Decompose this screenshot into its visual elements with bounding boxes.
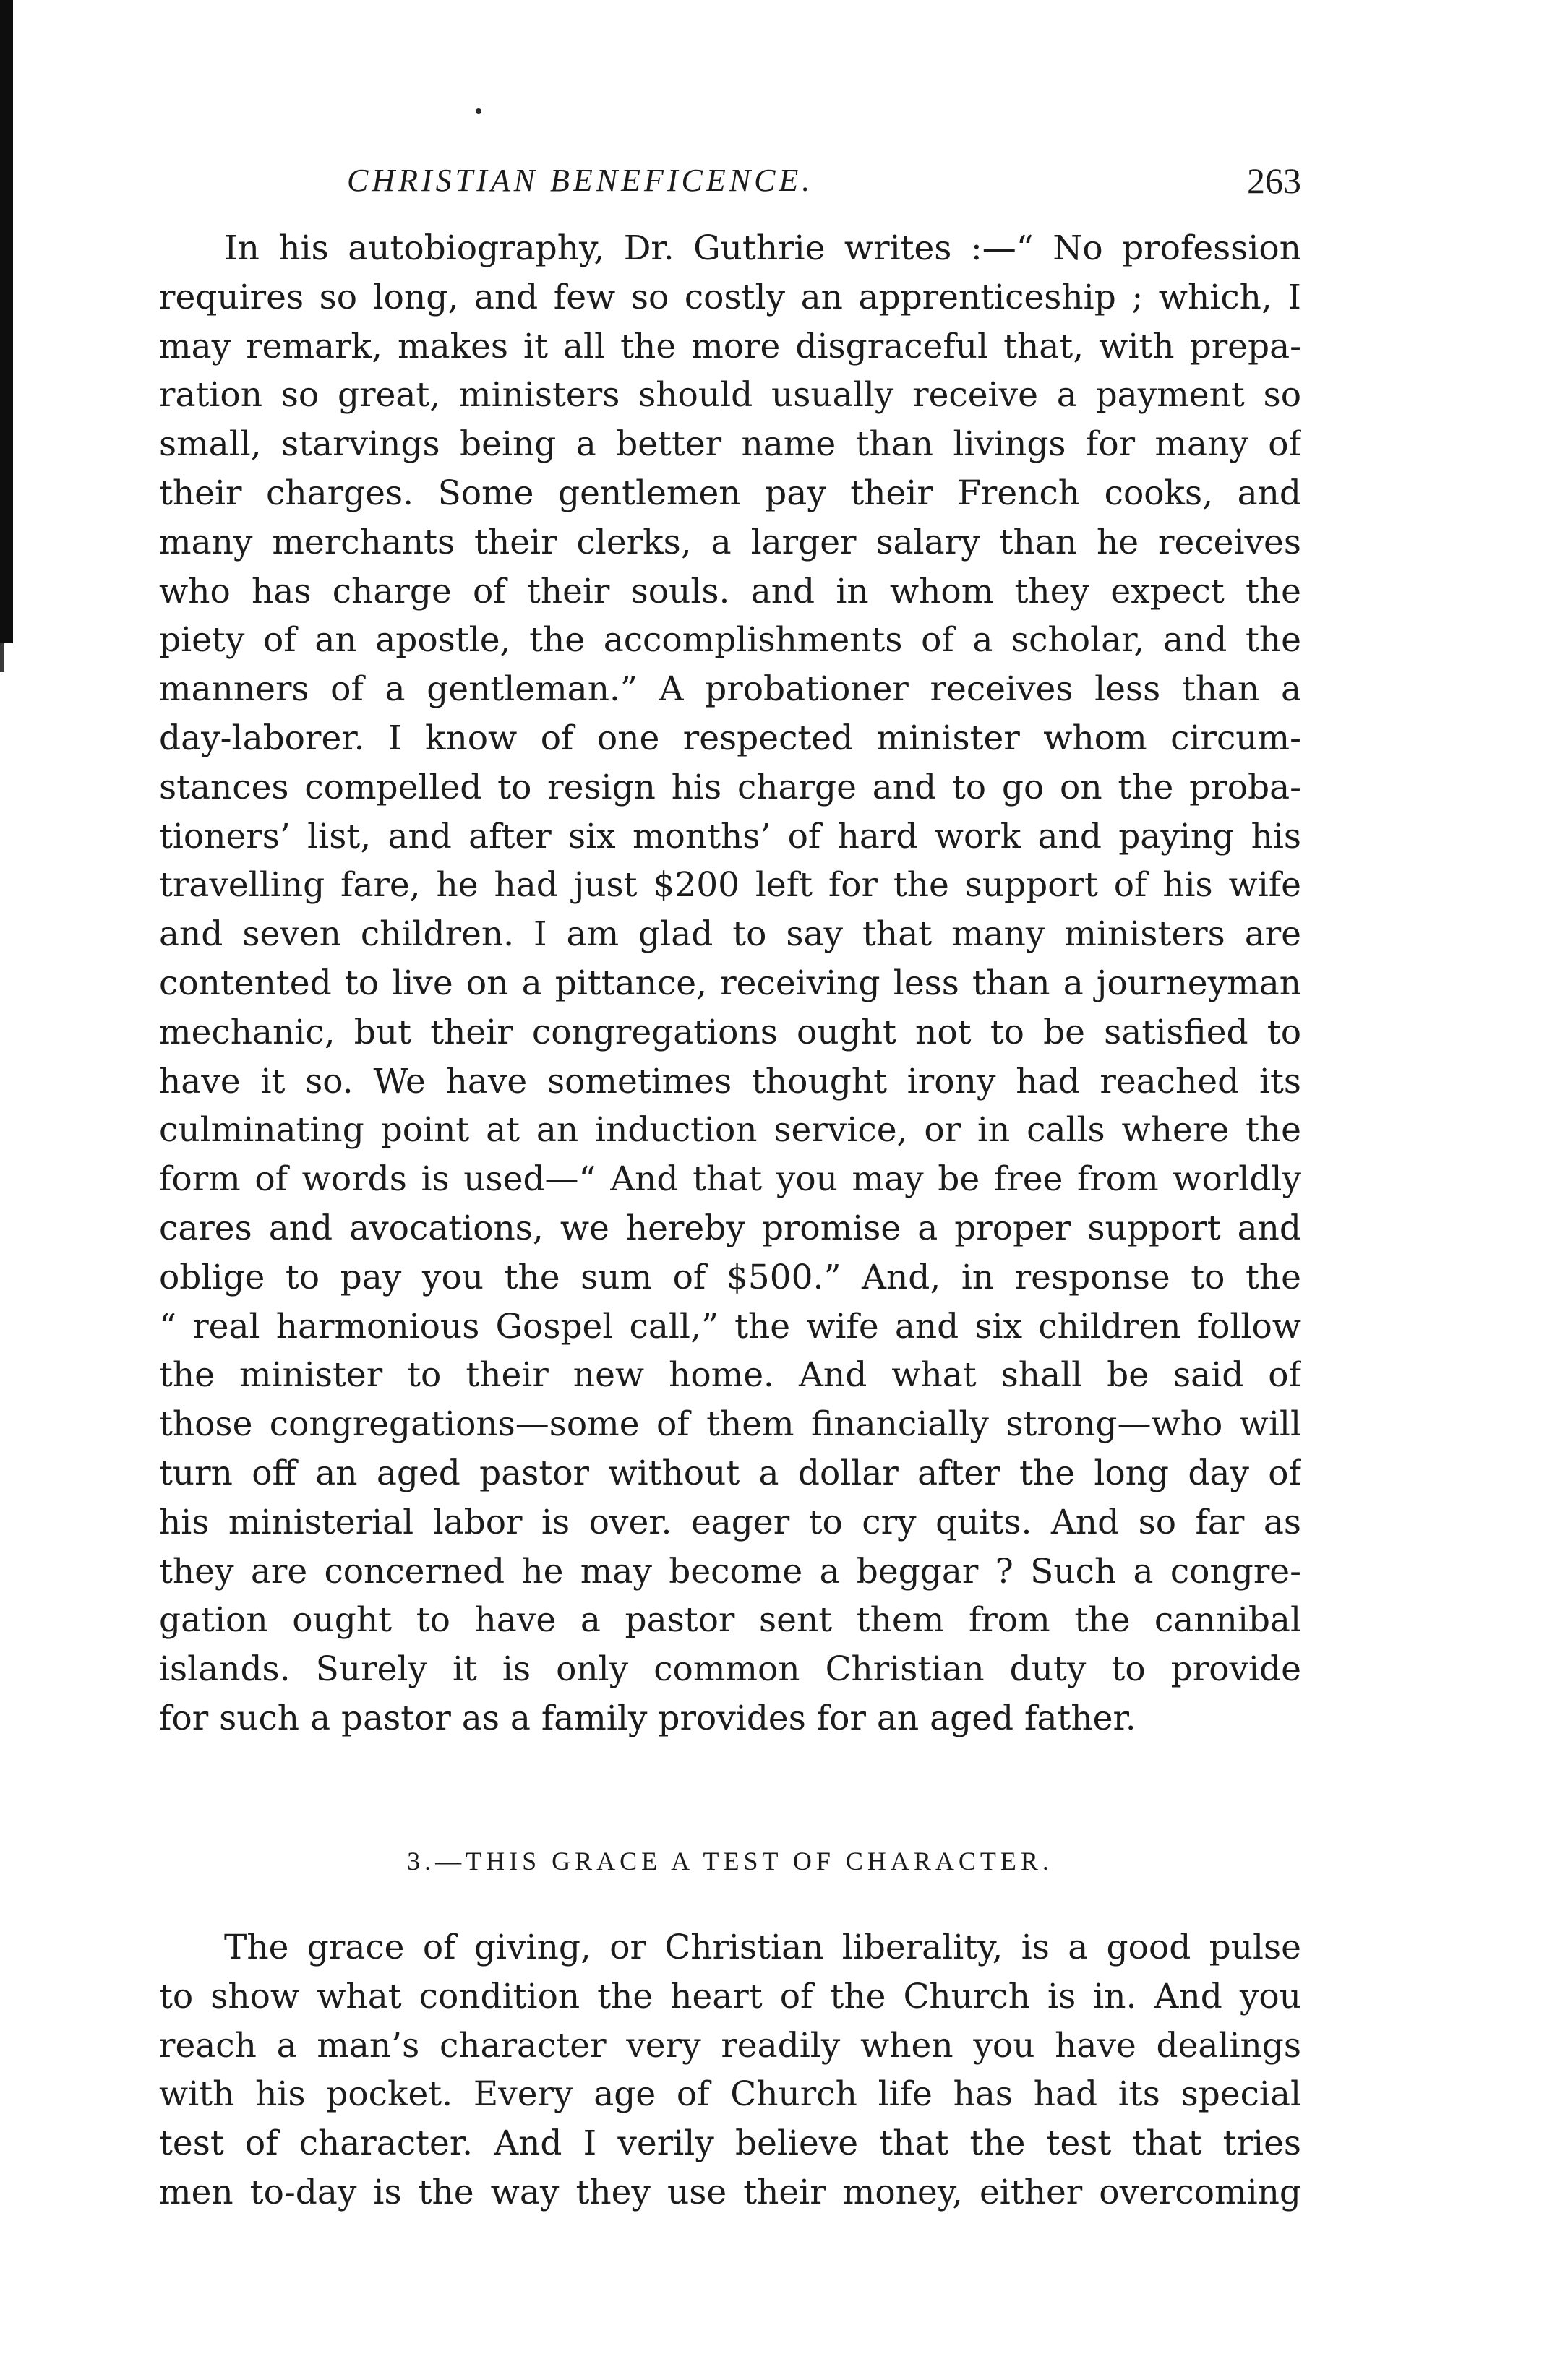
text-line: cares and avocations, we hereby promise a proper support and xyxy=(159,1208,1301,1248)
text-line: contented to live on a pittance, receiving less than a journeyman xyxy=(159,963,1301,1003)
text-line: requires so long, and few so costly an apprenticeship ; which, I xyxy=(159,277,1301,317)
text-line: mechanic, but their congregations ought not to be satisfied to xyxy=(159,1012,1301,1052)
text-line: gation ought to have a pastor sent them from the cannibal xyxy=(159,1600,1301,1641)
paragraph-autobiography xyxy=(159,224,1301,1743)
text-line: manners of a gentleman.” A probationer receives less than a xyxy=(159,669,1301,710)
text-line: culminating point at an induction service, or in calls where the xyxy=(159,1110,1301,1151)
text-line: “ real harmonious Gospel call,” the wife and six children follow xyxy=(159,1306,1301,1346)
text-line: The grace of giving, or Christian liberality, is a good pulse xyxy=(224,1928,1301,1967)
page-number: 263 xyxy=(1247,160,1301,201)
running-head xyxy=(159,155,1301,206)
text-line: islands. Surely it is only common Christian duty to provide xyxy=(159,1649,1301,1690)
text-line: men to-day is the way they use their money, either overcoming xyxy=(159,2172,1301,2212)
text-line: reach a man’s character very readily when you have dealings xyxy=(159,2025,1301,2066)
text-line: to show what condition the heart of the Church is in. And you xyxy=(159,1976,1301,2016)
scan-binding-notch xyxy=(0,643,4,672)
text-line: stances compelled to resign his charge and to go on the proba- xyxy=(159,767,1301,807)
text-line: may remark, makes it all the more disgraceful that, with prepa- xyxy=(159,326,1301,366)
text-line: have it so. We have sometimes thought irony had reached its xyxy=(159,1061,1301,1101)
running-title: CHRISTIAN BENEFICENCE. xyxy=(347,163,814,198)
text-line: small, starvings being a better name than livings for many of xyxy=(159,424,1301,465)
text-line: piety of an apostle, the accomplishments of a scholar, and the xyxy=(159,620,1301,661)
text-line: ration so great, ministers should usually receive a payment so xyxy=(159,375,1301,416)
text-line: for such a pastor as a family provides for an aged father. xyxy=(159,1698,1136,1738)
text-line: tioners’ list, and after six months’ of hard work and paying his xyxy=(159,816,1301,856)
text-line: form of words is used—“ And that you may be free from worldly xyxy=(159,1159,1301,1200)
text-line: who has charge of their souls. and in whom they expect the xyxy=(159,571,1301,611)
text-line: day-laborer. I know of one respected minister whom circum- xyxy=(159,718,1301,758)
text-line: their charges. Some gentlemen pay their French cooks, and xyxy=(159,473,1301,513)
text-line: turn off an aged pastor without a dollar after the long day of xyxy=(159,1453,1301,1493)
text-line: oblige to pay you the sum of $500.” And, in response to the xyxy=(159,1257,1301,1297)
text-line: many merchants their clerks, a larger salary than he receives xyxy=(159,522,1301,562)
paragraph-grace-of-giving xyxy=(159,1923,1301,2217)
text-line: In his autobiography, Dr. Guthrie writes :—“ No profession xyxy=(224,228,1301,268)
text-line: the minister to their new home. And what shall be said of xyxy=(159,1355,1301,1396)
text-line: and seven children. I am glad to say that many ministers are xyxy=(159,914,1301,955)
text-line: those congregations—some of them financially strong—who will xyxy=(159,1404,1301,1445)
section-heading: 3.—THIS GRACE A TEST OF CHARACTER. xyxy=(407,1847,1053,1876)
text-line: they are concerned he may become a beggar ? Such a congre- xyxy=(159,1551,1301,1591)
text-line: his ministerial labor is over. eager to cry quits. And so far as xyxy=(159,1502,1301,1542)
text-line: test of character. And I verily believe that the test that tries xyxy=(159,2123,1301,2164)
text-line: with his pocket. Every age of Church life has had its special xyxy=(159,2074,1301,2115)
scan-binding-edge xyxy=(0,0,13,643)
text-line: travelling fare, he had just $200 left for the support of his wife xyxy=(159,865,1301,906)
scan-speck xyxy=(476,108,481,114)
